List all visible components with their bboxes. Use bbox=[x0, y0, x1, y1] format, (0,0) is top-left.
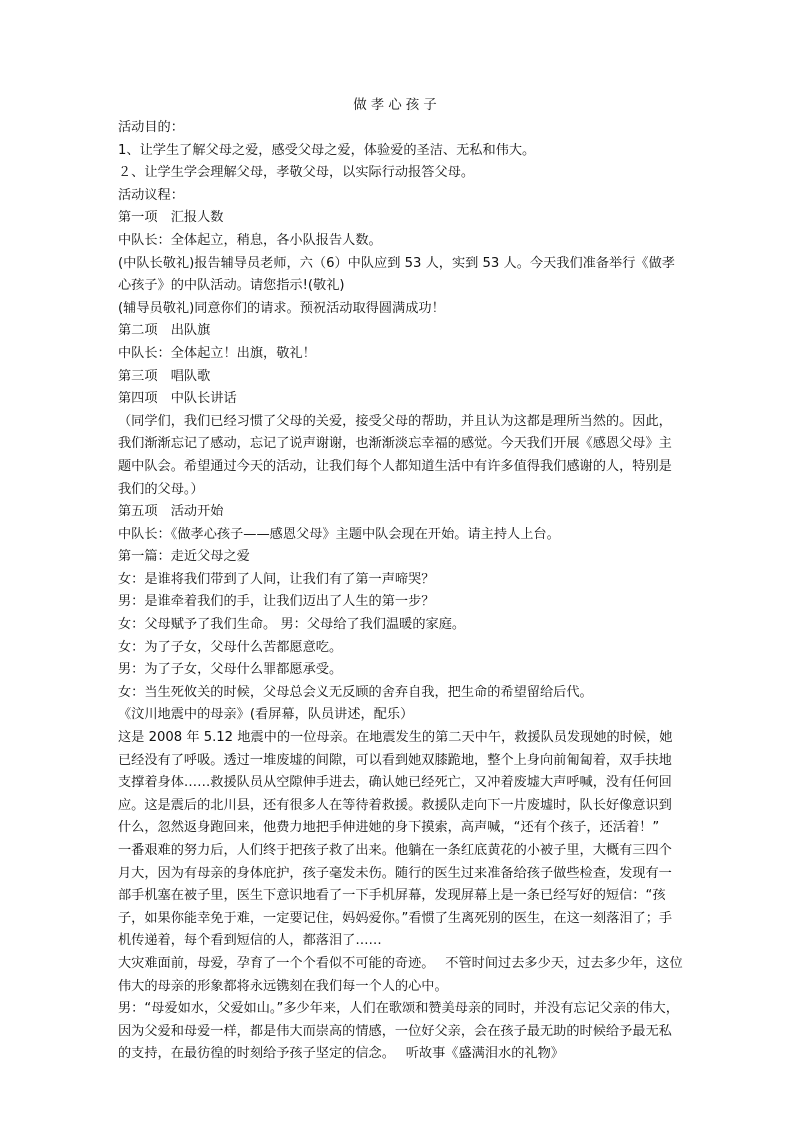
paragraph-line: 中队长：全体起立！出旗，敬礼！ bbox=[118, 345, 316, 361]
agenda-item: 第三项 唱队歌 bbox=[118, 368, 211, 384]
paragraph-line: 1、让学生了解父母之爱，感受父母之爱，体验爱的圣洁、无私和伟大。 bbox=[118, 142, 536, 158]
dialogue-line: 女：为了子女，父母什么苦都愿意吃。 bbox=[118, 639, 343, 655]
paragraph: 男：“母爱如水，父爱如山。”多少年来，人们在歌颂和赞美母亲的同时，并没有忘记父亲的伟大，因为父爱和母爱一样，都是伟大而崇高的情感，一位好父亲，会在孩子最无助的时候给予最无私的支持，在最彷徨的时刻给予孩子坚定的信念。 听故事《盛满泪水的礼物》 bbox=[118, 1001, 679, 1062]
section-heading: 第一篇：走近父母之爱 bbox=[118, 549, 250, 565]
dialogue-line: 女：父母赋予了我们生命。 男：父母给了我们温暖的家庭。 bbox=[118, 617, 466, 633]
paragraph: （同学们，我们已经习惯了父母的关爱，接受父母的帮助，并且认为这都是理所当然的。因此，我们渐渐忘记了感动，忘记了说声谢谢，也渐渐淡忘幸福的感觉。今天我们开展《感恩父母》主题中队会。希望通过今天的活动，让我们每个人都知道生活中有许多值得我们感谢的人，特别是我们的父母。） bbox=[118, 413, 672, 497]
dialogue-line: 女：是谁将我们带到了人间，让我们有了第一声啼哭？ bbox=[118, 571, 435, 587]
paragraph: 这是 2008 年 5.12 地震中的一位母亲。在地震发生的第二天中午，救援队员发现她的时候，她已经没有了呼吸。透过一堆废墟的间隙，可以看到她双膝跪地，整个上身向前匍匐着，双手扶地支撑着身体……救援队员从空隙伸手进去，确认她已经死亡，又冲着废墟大声呼喊，没有任何回应。这是震后的北川县，还有很多人在等待着救援。救援队走向下一片废墟时，队长好像意识到什么，忽然返身跑回来，他费力地把手伸进她的身下摸索，高声喊，“还有个孩子，还活着！” 一番艰难的努力后，人们终于把孩子救了出来。他躺在一条红底黄花的小被子里，大概有三四个月大，因为有母亲的身体庇护，孩子毫发未伤。随行的医生过来准备给孩子做些检查，发现有一部手机塞在被子里，医生下意识地看了一下手机屏幕，发现屏幕上是一条已经写好的短信：“孩子，如果你能幸免于难，一定要记住，妈妈爱你。”看惯了生离死别的医生，在这一刻落泪了；手机传递着，每个看到短信的人，都落泪了…… bbox=[118, 730, 677, 949]
dialogue-line: 女：当生死攸关的时候，父母总会义无反顾的舍弃自我，把生命的希望留给后代。 bbox=[118, 684, 593, 700]
paragraph-line: 中队长：全体起立，稍息，各小队报告人数。 bbox=[118, 232, 382, 248]
document-title: 做孝心孩子 bbox=[353, 97, 441, 113]
paragraph: 大灾难面前，母爱，孕育了一个个看似不可能的奇迹。 不管时间过去多少天，过去多少年，这位伟大的母亲的形象都将永远镌刻在我们每一个人的心中。 bbox=[118, 955, 683, 994]
agenda-item: 第五项 活动开始 bbox=[118, 504, 224, 520]
dialogue-line: 男：是谁牵着我们的手，让我们迈出了人生的第一步？ bbox=[118, 594, 435, 610]
paragraph-line: 中队长：《做孝心孩子——感恩父母》主题中队会现在开始。请主持人上台。 bbox=[118, 526, 560, 542]
section-heading: 活动议程： bbox=[118, 187, 184, 203]
agenda-item: 第四项 中队长讲话 bbox=[118, 391, 237, 407]
agenda-item: 第二项 出队旗 bbox=[118, 323, 211, 339]
agenda-item: 第一项 汇报人数 bbox=[118, 210, 224, 226]
paragraph-line: (中队长敬礼)报告辅导员老师，六（6）中队应到 53 人，实到 53 人。今天我们准备举行《做孝心孩子》的中队活动。请您指示!(敬礼) bbox=[118, 255, 675, 294]
document-body bbox=[118, 117, 683, 1066]
paragraph-line: (辅导员敬礼)同意你们的请求。预祝活动取得圆满成功！ bbox=[118, 300, 445, 316]
section-heading: 活动目的： bbox=[118, 120, 184, 135]
dialogue-line: 男：为了子女，父母什么罪都愿承受。 bbox=[118, 662, 343, 678]
story-title: 《汶川地震中的母亲》(看屏幕，队员讲述，配乐） bbox=[118, 707, 414, 723]
paragraph-line: ２、让学生学会理解父母，孝敬父母，以实际行动报答父母。 bbox=[118, 165, 475, 181]
